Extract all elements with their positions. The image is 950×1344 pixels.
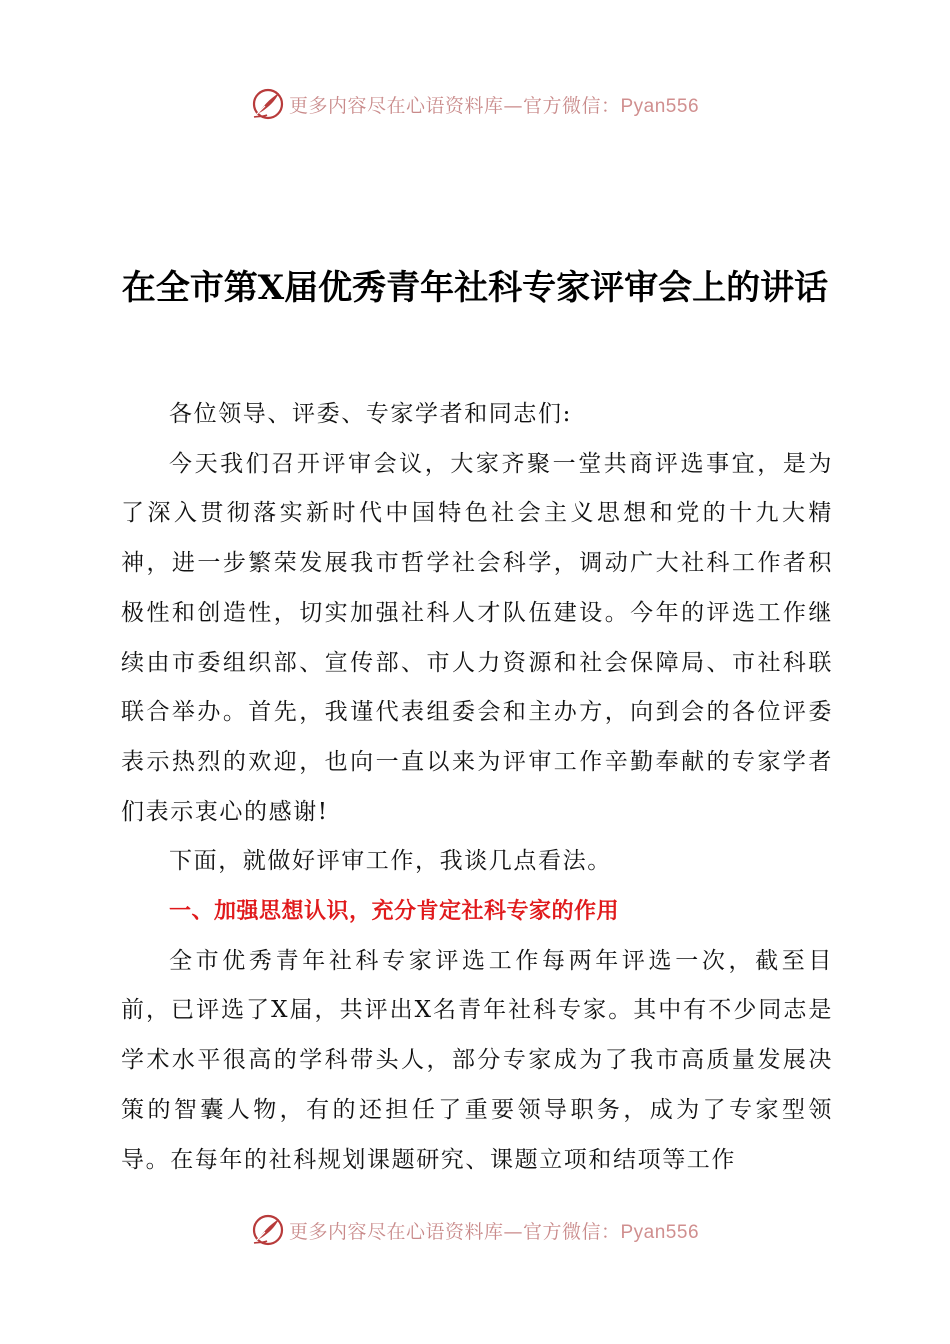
greeting-paragraph: 各位领导、评委、专家学者和同志们: — [169, 401, 572, 427]
section-1-paragraph: 全市优秀青年社科专家评选工作每两年评选一次，截至目前，已评选了X届，共评出X名青年社科专家。其中有不少同志是学术水平很高的学科带头人，部分专家成为了我市高质量发展决策的智囊人物，有的还担任了重要领导职务，成为了专家型领导。在每年的社科规划课题研究、课题立项和结项等工作 — [121, 947, 833, 1173]
footer-watermark — [0, 1210, 950, 1250]
transition-paragraph: 下面，就做好评审工作，我谈几点看法。 — [169, 848, 612, 875]
watermark-slogan: 更多内容尽在心语资料库—官方微信： — [288, 1220, 621, 1243]
document-title: 在全市第X届优秀青年社科专家评审会上的讲话 — [121, 268, 829, 308]
document-body — [121, 390, 833, 1185]
header-watermark — [0, 84, 950, 124]
watermark-slogan: 更多内容尽在心语资料库—官方微信： — [288, 94, 621, 117]
watermark-text — [289, 91, 699, 118]
watermark-wechat-id: Pyan556 — [620, 1221, 700, 1243]
quill-pen-logo-icon — [251, 1213, 285, 1247]
watermark-text — [289, 1217, 699, 1244]
watermark-wechat-id: Pyan556 — [620, 95, 700, 117]
section-heading-1: 一、加强思想认识，充分肯定社科专家的作用 — [169, 899, 620, 925]
quill-pen-logo-icon — [251, 87, 285, 121]
opening-paragraph: 今天我们召开评审会议，大家齐聚一堂共商评选事宜，是为了深入贯彻落实新时代中国特色社会主义思想和党的十九大精神，进一步繁荣发展我市哲学社会科学，调动广大社科工作者积极性和创造性，切实加强社科人才队伍建设。今年的评选工作继续由市委组织部、宣传部、市人力资源和社会保障局、市社科联联合举办。首先，我谨代表组委会和主办方，向到会的各位评委表示热烈的欢迎，也向一直以来为评审工作辛勤奉献的专家学者们表示衷心的感谢! — [121, 450, 833, 825]
